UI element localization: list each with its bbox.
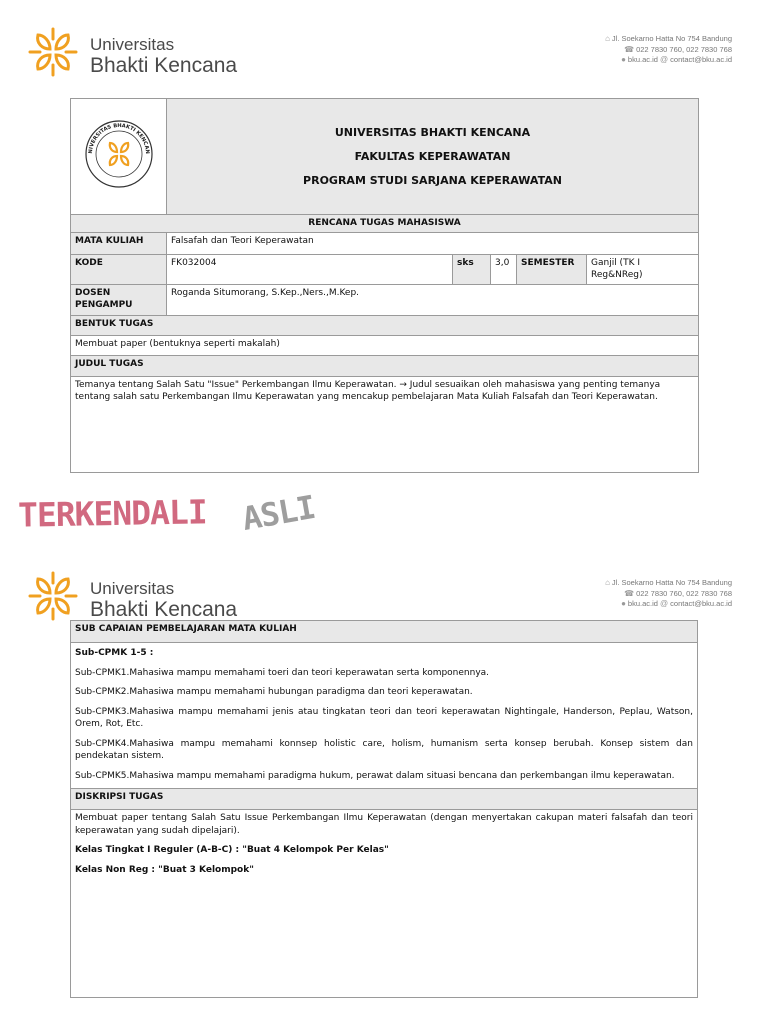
header-faculty: FAKULTAS KEPERAWATAN	[354, 149, 511, 163]
letterhead-phone: 022 7830 760, 022 7830 768	[636, 588, 732, 598]
seal-text: NIVERSITAS BHAKTI KENCAN	[87, 123, 150, 155]
letterhead-address: Jl. Soekarno Hatta No 754 Bandung	[611, 34, 732, 43]
stamp-terkendali: TERKENDALI	[17, 492, 208, 535]
task-form-label: BENTUK TUGAS	[71, 315, 699, 335]
letterhead-line-1: Universitas	[90, 35, 175, 54]
letterhead-address: Jl. Soekarno Hatta No 754 Bandung	[611, 578, 732, 587]
task-title-value: Temanya tentang Salah Satu "Issue" Perkembangan Ilmu Keperawatan. → Judul sesuaikan oleh mahasiswa yang penting temanya tentang salah satu Perkembangan Ilmu Keperawatan yang mencakup pembelajaran Mata Kuliah Falsafah dan Teori Keperawatan.	[71, 376, 699, 472]
globe-icon: ●	[621, 55, 626, 64]
lecturer-value: Roganda Situmorang, S.Kep.,Ners.,M.Kep.	[167, 284, 699, 315]
sks-value: 3,0	[491, 254, 517, 284]
location-icon: ⌂	[605, 578, 610, 587]
description-label: DISKRIPSI TUGAS	[71, 789, 698, 810]
course-value: Falsafah dan Teori Keperawatan	[167, 232, 699, 254]
university-seal-icon	[84, 119, 154, 189]
class-regular: Kelas Tingkat I Reguler (A-B-C) : "Buat 4 Kelompok Per Kelas"	[75, 845, 389, 855]
stamp-asli: ASLI	[239, 487, 318, 539]
letterhead-web: bku.ac.id	[627, 55, 658, 64]
semester-label: SEMESTER	[517, 254, 587, 284]
description-content	[71, 810, 698, 998]
task-title-label: JUDUL TUGAS	[71, 355, 699, 376]
letterhead-email: contact@bku.ac.id	[670, 599, 732, 608]
letterhead-contact	[605, 34, 732, 66]
cpmk-content	[71, 643, 698, 789]
code-value: FK032004	[167, 254, 453, 284]
letterhead-university-name	[90, 35, 237, 77]
location-icon: ⌂	[605, 34, 610, 43]
code-label: KODE	[71, 254, 167, 284]
university-logo-icon	[26, 25, 80, 79]
document-page-2	[0, 548, 768, 1024]
phone-icon: ☎	[624, 44, 635, 54]
header-program: PROGRAM STUDI SARJANA KEPERAWATAN	[303, 173, 562, 187]
cpmk-item-5: Sub-CPMK5.Mahasiwa mampu memahami paradigma hukum, perawat dalam situasi bencana dan perkembangan ilmu keperawatan.	[75, 770, 675, 781]
globe-icon: ●	[621, 599, 626, 608]
cpmk-item-4: Sub-CPMK4.Mahasiwa mampu memahami konnsep holistic care, holism, humanism serta konsep berubah. Konsep sistem dan pendekatan sistem.	[75, 738, 693, 761]
email-icon: @	[660, 599, 669, 608]
assignment-detail-table	[70, 620, 698, 998]
seal-cell	[71, 99, 167, 215]
letterhead-line-2: Bhakti Kencana	[90, 598, 238, 621]
letterhead-phone: 022 7830 760, 022 7830 768	[636, 44, 732, 54]
letterhead-email: contact@bku.ac.id	[670, 55, 732, 64]
description-text: Membuat paper tentang Salah Satu Issue Perkembangan Ilmu Keperawatan (dengan menyertakan cakupan materi falsafah dan teori keperawatan yang sudah dipelajari).	[75, 813, 693, 836]
assignment-form-table	[70, 98, 699, 473]
cpmk-item-3: Sub-CPMK3.Mahasiwa mampu memahami jenis atau tingkatan teori dan teori keperawatan Nightingale, Handerson, Peplau, Watson, Orem, Rot, Etc.	[75, 706, 693, 729]
letterhead-line-2: Bhakti Kencana	[90, 54, 238, 77]
university-logo-icon	[26, 569, 80, 623]
letterhead-contact	[605, 578, 732, 610]
letterhead-web: bku.ac.id	[627, 599, 658, 608]
phone-icon: ☎	[624, 588, 635, 598]
class-nonreg: Kelas Non Reg : "Buat 3 Kelompok"	[75, 864, 254, 875]
cpmk-heading: Sub-CPMK 1-5 :	[75, 648, 154, 658]
cpmk-item-1: Sub-CPMK1.Mahasiwa mampu memahami toeri dan teori keperawatan serta komponennya.	[75, 667, 490, 678]
semester-value: Ganjil (TK I Reg&NReg)	[587, 254, 699, 284]
form-title: RENCANA TUGAS MAHASISWA	[71, 215, 699, 233]
cpmk-item-2: Sub-CPMK2.Mahasiwa mampu memahami hubungan paradigma dan teori keperawatan.	[75, 687, 473, 697]
task-form-value: Membuat paper (bentuknya seperti makalah)	[71, 335, 699, 355]
sks-label: sks	[453, 254, 491, 284]
header-university: UNIVERSITAS BHAKTI KENCANA	[334, 125, 531, 139]
letterhead-university-name	[90, 579, 237, 621]
cpmk-label: SUB CAPAIAN PEMBELAJARAN MATA KULIAH	[71, 621, 698, 643]
institution-header	[167, 99, 699, 215]
letterhead-line-1: Universitas	[90, 579, 175, 598]
email-icon: @	[660, 55, 669, 64]
course-label: MATA KULIAH	[71, 232, 167, 254]
lecturer-label: DOSEN PENGAMPU	[71, 284, 167, 315]
